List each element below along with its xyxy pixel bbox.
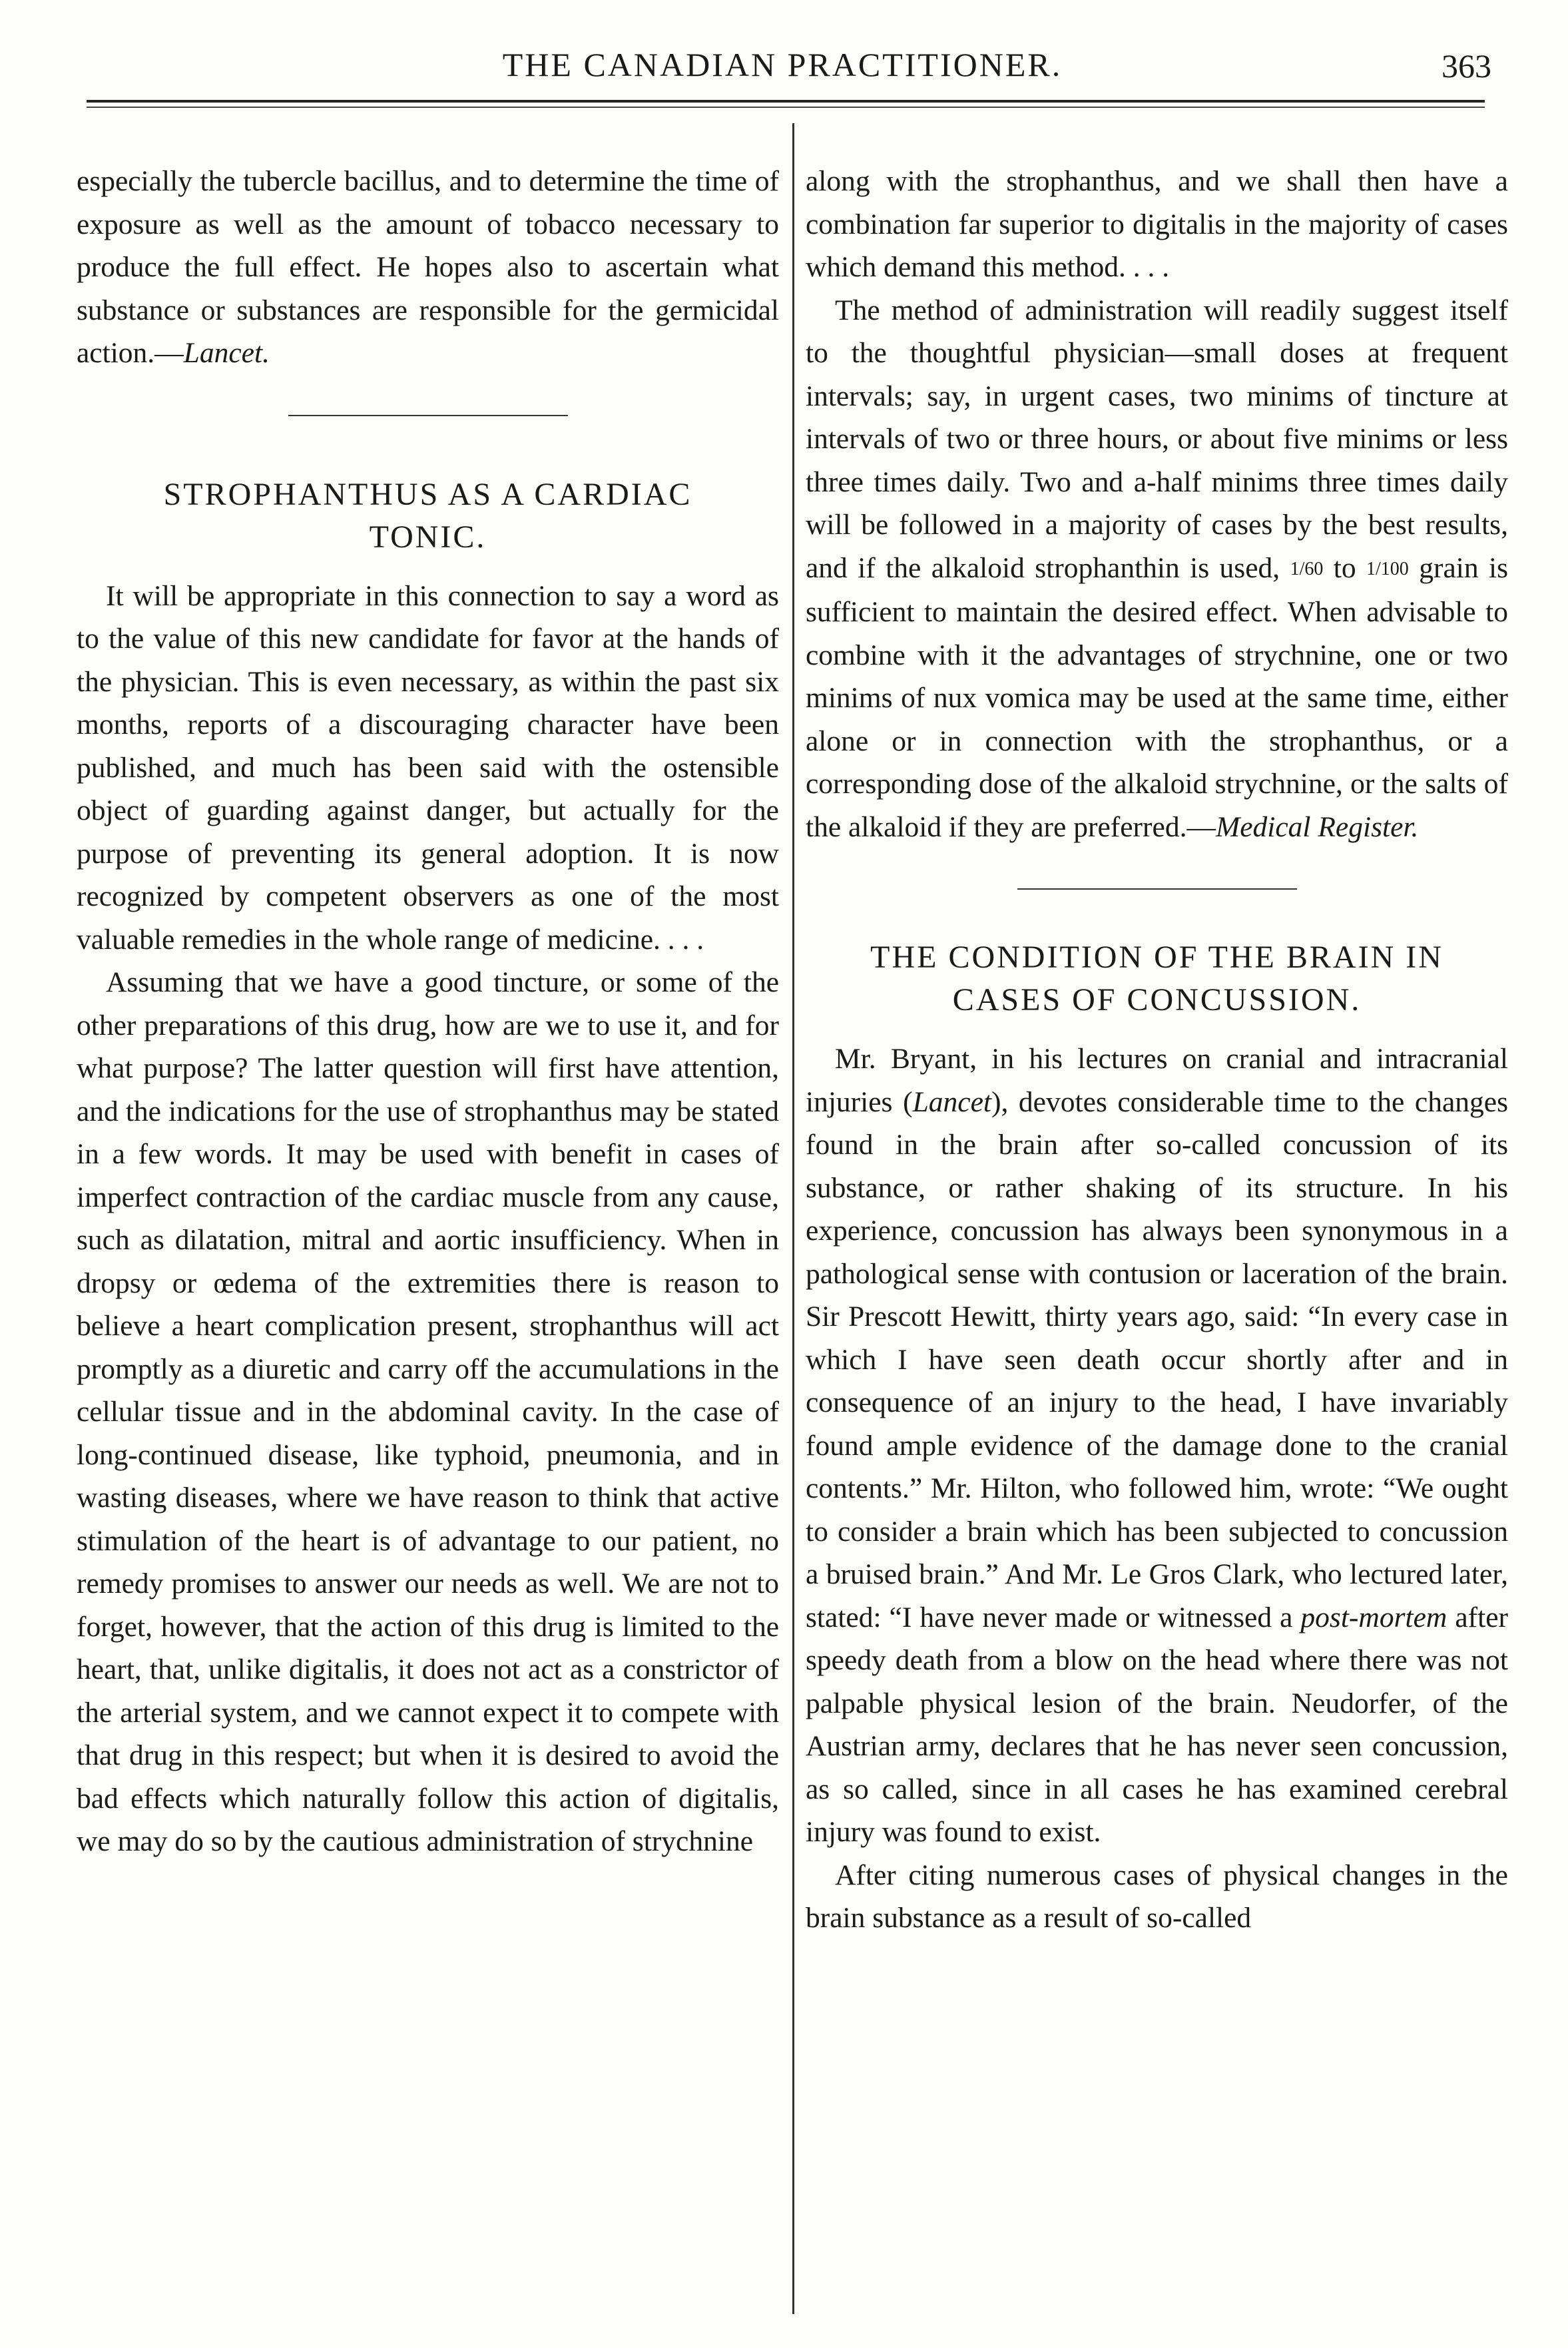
section-title-strophanthus [77, 473, 779, 559]
paragraph-text: especially the tubercle bacillus, and to determine the time of exposure as well as the amount of tobacco necessary to produce the full effect. He hopes also to ascertain what substance or substances are responsible for the germicidal action.— [77, 165, 779, 369]
section-title-line: THE CONDITION OF THE BRAIN IN [870, 940, 1443, 975]
fraction: 1/60 [1290, 558, 1324, 579]
paragraph: It will be appropriate in this connection to say a word as to the value of this new candidate for favor at the hands of the physician. This is even necessary, as within the past six months, reports of a discouraging character have been published, and much has been said with the ostensible object of guarding against danger, but actually for the purpose of preventing its general adoption. It is now recognized by competent observers as one of the most valuable remedies in the whole range of medicine. . . . [77, 579, 779, 956]
right-column [806, 160, 1508, 1940]
paragraph-text: to [1333, 551, 1356, 584]
paragraph-text: The method of administration will readily suggest itself to the thoughtful physician—small doses at frequent intervals; say, in urgent cases, two minims of tincture at intervals of two or three hours, or about five minims or less three times daily. Two and a-half minims three times daily will be followed in a majority of cases by the best results, and if the alkaloid strophanthin is used, [806, 294, 1508, 584]
paragraph [77, 160, 779, 375]
italic-term: post-mortem [1300, 1601, 1447, 1633]
paragraph-text: Mr. Bryant, in his lectures on cranial and intracranial injuries ( [806, 1043, 1508, 1118]
paragraph-text: grain is sufficient to maintain the desired effect. When advisable to combine with it the advantages of strychnine, one or two minims of nux vomica may be used at the same time, either alone or in connection with the strophanthus, or a corresponding dose of the alkaloid strychnine, or the salts of the alkaloid if they are preferred.— [806, 551, 1508, 843]
source-citation: Lancet [912, 1085, 991, 1118]
left-column [77, 160, 779, 1863]
header-rule [87, 100, 1485, 103]
paragraph: along with the strophanthus, and we shall then have a combination far superior to digitalis in the majority of cases which demand this method. . . . [806, 165, 1508, 283]
paragraph: After citing numerous cases of physical changes in the brain substance as a result of so-called [806, 1859, 1508, 1934]
fraction: 1/100 [1366, 558, 1409, 579]
header-rule-thin [87, 107, 1485, 108]
paragraph [806, 289, 1508, 849]
source-citation: Medical Register. [1215, 810, 1419, 843]
section-title-concussion [806, 936, 1508, 1022]
paragraph [806, 1037, 1508, 1854]
source-citation: Lancet. [183, 337, 270, 369]
section-title-line: STROPHANTHUS AS A CARDIAC [163, 476, 692, 512]
page-number: 363 [1441, 47, 1491, 85]
paragraph-text: ), devotes considerable time to the changes found in the brain after so-called concussion of its substance, or rather shaking of its structure. In his experience, concussion has always been synonymous in a pathological sense with contusion or laceration of the brain. Sir Prescott Hewitt, thirty years ago, said: “In every case in which I have seen death occur shortly after and in consequence of an injury to the head, I have invariably found ample evidence of the damage done to the cranial contents.” Mr. Hilton, who followed him, wrote: “We ought to consider a brain which has been subjected to concussion a bruised brain.” And Mr. Le Gros Clark, who lectured later, stated: “I have never made or witnessed a [806, 1085, 1508, 1633]
paragraph-text: after speedy death from a blow on the head where there was not palpable physical lesion of the brain. Neudorfer, of the Austrian army, declares that he has never seen concussion, as so called, since in all cases he has examined cerebral injury was found to exist. [806, 1601, 1509, 1848]
section-title-line: TONIC. [369, 519, 487, 555]
paragraph: Assuming that we have a good tincture, or some of the other preparations of this drug, how are we to use it, and for what purpose? The latter question will first have attention, and the indications for the use of strophanthus may be stated in a few words. It may be used with benefit in cases of imperfect contraction of the cardiac muscle from any cause, such as dilatation, mitral and aortic insufficiency. When in dropsy or œdema of the extremities there is reason to believe a heart complication present, strophanthus will act promptly as a diuretic and carry off the accumulations in the cellular tissue and in the abdominal cavity. In the case of long-continued disease, like typhoid, pneumonia, and in wasting diseases, where we have reason to think that active stimulation of the heart is of advantage to our patient, no remedy promises to answer our needs as well. We are not to forget, however, that the action of this drug is limited to the heart, that, unlike digitalis, it does not act as a constrictor of the arterial system, and we cannot expect it to compete with that drug in this respect; but when it is desired to avoid the bad effects which naturally follow this action of digitalis, we may do so by the cautious administration of strychnine [77, 966, 779, 1857]
page-header [73, 40, 1491, 93]
section-title-line: CASES OF CONCUSSION. [952, 982, 1362, 1018]
running-title: THE CANADIAN PRACTITIONER. [502, 46, 1063, 83]
column-divider [792, 123, 794, 2314]
